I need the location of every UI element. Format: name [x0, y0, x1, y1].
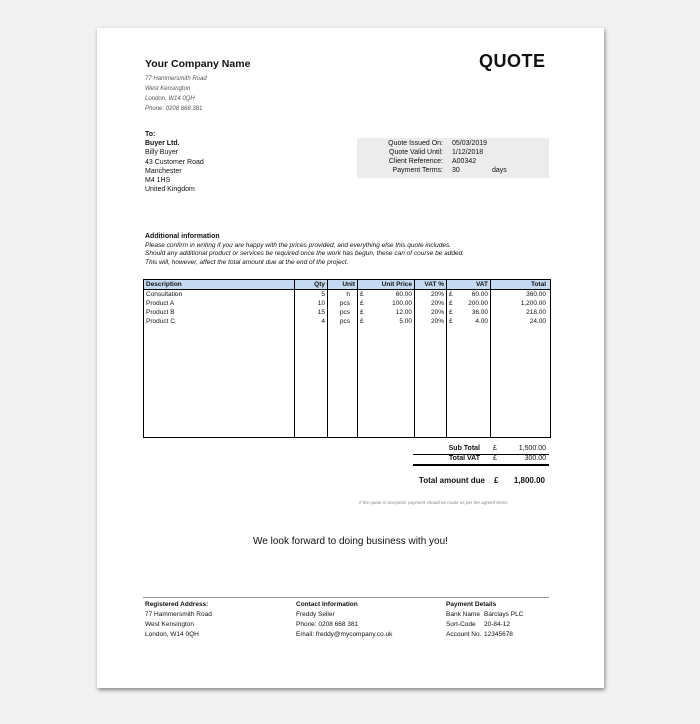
cell-vat: 60.00	[471, 291, 488, 298]
cell-description: Consultation	[146, 291, 183, 298]
recipient-block	[145, 130, 204, 194]
header-unit: Unit	[342, 281, 355, 288]
subtotal-currency: £	[493, 445, 497, 452]
line-items-table	[143, 279, 551, 438]
header-total: Total	[530, 281, 546, 288]
payment-label: Account No.	[446, 631, 482, 638]
currency-symbol: £	[449, 309, 453, 316]
cell-unit-price: 5.00	[399, 318, 412, 325]
currency-symbol: £	[360, 291, 364, 298]
cell-unit: pcs	[339, 300, 350, 307]
cell-qty: 4	[321, 318, 325, 325]
payment-terms-value: 30	[452, 167, 460, 174]
payment-note: If the quote is accepted, payment should be made as per the agreed terms	[359, 500, 508, 505]
subtotal-label: Sub Total	[448, 445, 480, 452]
additional-line: Should any additional product or services be required once the work has begun, these can of course be added.	[145, 250, 465, 258]
cell-description: Product B	[146, 309, 175, 316]
registered-line: 77 Hammersmith Road	[145, 611, 212, 618]
cell-total: 360.00	[526, 291, 546, 298]
quote-document	[97, 28, 604, 688]
total-vat-divider	[413, 464, 549, 466]
cell-total: 1,200.00	[520, 300, 546, 307]
cell-vat: 4.00	[475, 318, 488, 325]
recipient-line: M4 1HS	[145, 177, 171, 185]
header-qty: Qty	[314, 281, 325, 288]
company-name: Your Company Name	[145, 58, 251, 70]
additional-line: Please confirm in writing if you are happy with the prices provided, and everything else this quote includes.	[145, 241, 452, 249]
currency-symbol: £	[449, 300, 453, 307]
closing-message: We look forward to doing business with you!	[253, 536, 448, 547]
recipient-line: Billy Buyer	[145, 149, 179, 157]
payment-value: Barclays PLC	[484, 611, 524, 618]
additional-information	[145, 233, 464, 267]
quote-issued-value: 05/03/2019	[452, 140, 488, 147]
header-unit-price: Unit Price	[381, 281, 412, 288]
currency-symbol: £	[449, 291, 453, 298]
registered-line: West Kensington	[145, 621, 195, 628]
footer-payment-details	[446, 600, 523, 640]
currency-symbol: £	[360, 300, 364, 307]
header-vat: VAT	[475, 281, 488, 288]
total-vat-label: Total VAT	[448, 455, 480, 462]
payment-label: Sort-Code	[446, 621, 476, 628]
currency-symbol: £	[449, 318, 453, 325]
contact-name: Freddy Seller	[296, 611, 335, 618]
cell-vat-pct: 20%	[430, 300, 444, 307]
cell-unit: pcs	[339, 318, 350, 325]
recipient-line: United Kingdom	[145, 186, 195, 194]
recipient-line: Manchester	[145, 167, 182, 175]
total-vat-value: 300.00	[524, 455, 546, 462]
cell-description: Product C	[146, 318, 175, 325]
payment-row	[446, 620, 523, 630]
payment-heading: Payment Details	[446, 601, 497, 608]
payment-value: 12345678	[484, 631, 513, 638]
cell-description: Product A	[146, 300, 175, 307]
payment-row	[446, 610, 523, 620]
amount-due-label: Total amount due	[418, 476, 485, 485]
recipient-name: Buyer Ltd.	[145, 140, 180, 148]
cell-unit: h	[346, 291, 350, 298]
payment-terms-label: Payment Terms:	[392, 167, 443, 174]
contact-email: Email: freddy@mycompany.co.uk	[296, 631, 393, 638]
cell-qty: 5	[321, 291, 325, 298]
recipient-line: 43 Customer Road	[145, 158, 204, 166]
payment-row	[446, 630, 523, 640]
registered-line: London, W14 0QH	[145, 631, 199, 638]
payment-terms-unit: days	[492, 167, 507, 174]
client-reference-label: Client Reference:	[388, 158, 443, 165]
quote-info-box	[357, 138, 549, 178]
cell-vat-pct: 20%	[430, 291, 444, 298]
cell-total: 218.00	[526, 309, 546, 316]
cell-unit-price: 60.00	[395, 291, 412, 298]
client-reference-value: A00342	[452, 158, 477, 165]
cell-unit-price: 12.00	[395, 309, 412, 316]
header-vat-percent: VAT %	[424, 281, 444, 288]
cell-qty: 10	[317, 300, 325, 307]
header-description: Description	[146, 281, 182, 288]
subtotal-value: 1,500.00	[518, 445, 546, 452]
company-address-line: West Kensington	[145, 86, 191, 92]
company-address-line: 77 Hammersmith Road	[145, 76, 207, 82]
registered-heading: Registered Address:	[145, 601, 209, 608]
quote-valid-label: Quote Valid Until:	[389, 149, 443, 156]
payment-value: 20-84-12	[484, 621, 511, 628]
additional-heading: Additional information	[145, 233, 220, 240]
cell-total: 24.00	[529, 318, 546, 325]
footer-contact-information	[296, 600, 392, 640]
cell-unit: pcs	[339, 309, 350, 316]
quote-issued-label: Quote Issued On:	[388, 140, 443, 147]
company-address-line: London, W14 0QH	[145, 96, 195, 102]
contact-heading: Contact Information	[296, 601, 358, 608]
document-title: QUOTE	[479, 51, 546, 71]
amount-due-currency: £	[494, 476, 499, 485]
cell-vat-pct: 20%	[430, 318, 444, 325]
to-label: To:	[145, 131, 156, 138]
amount-due-value: 1,800.00	[513, 476, 545, 485]
total-vat-currency: £	[493, 455, 497, 462]
footer-registered-address	[145, 600, 212, 640]
company-address	[145, 74, 207, 114]
quote-valid-value: 1/12/2018	[452, 149, 484, 156]
cell-vat: 36.00	[471, 309, 488, 316]
footer-divider	[143, 597, 549, 598]
cell-unit-price: 100.00	[392, 300, 412, 307]
currency-symbol: £	[360, 318, 364, 325]
company-phone: Phone: 0208 668 381	[145, 106, 203, 112]
cell-vat-pct: 20%	[430, 309, 444, 316]
additional-line: This will, however, affect the total amount due at the end of the project.	[145, 258, 349, 266]
cell-qty: 15	[317, 309, 325, 316]
cell-vat: 200.00	[468, 300, 488, 307]
currency-symbol: £	[360, 309, 364, 316]
payment-label: Bank Name	[446, 611, 480, 618]
contact-phone: Phone: 0208 668 381	[296, 621, 359, 628]
